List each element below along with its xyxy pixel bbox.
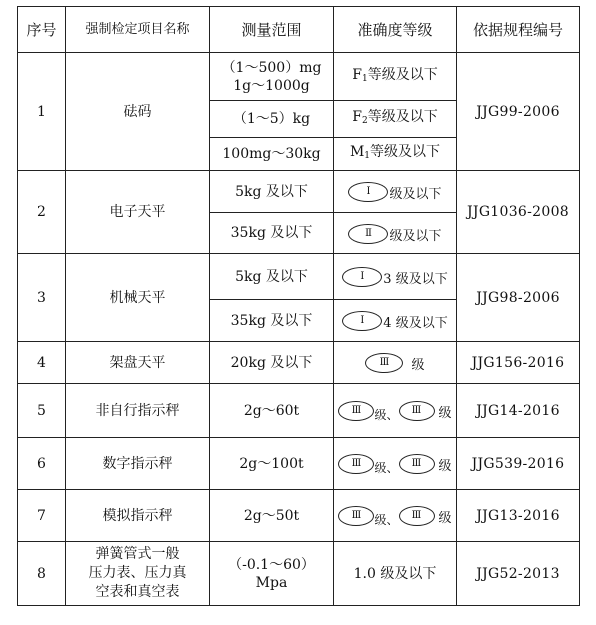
accuracy-class-oval: Ⅰ	[342, 311, 382, 331]
row-no: 4	[18, 342, 66, 384]
accuracy-class-oval: Ⅲ	[399, 506, 435, 526]
grade-group	[338, 454, 451, 474]
header-name: 强制检定项目名称	[66, 7, 210, 53]
accuracy-class-oval: Ⅰ	[348, 182, 388, 202]
row-code: JJG156-2016	[457, 342, 580, 384]
name-line: 弹簧管式一般	[95, 546, 180, 562]
table-row	[18, 438, 580, 490]
table-row	[18, 384, 580, 438]
grade-text: 级及以下	[389, 228, 442, 244]
grade-group	[342, 311, 447, 331]
grade-separator: 级、	[374, 461, 399, 475]
row-range: 2g～50t	[210, 490, 334, 542]
grade-group	[338, 401, 451, 421]
grade-text: 等级及以下	[367, 66, 438, 83]
row-range: 20kg 及以下	[210, 342, 334, 384]
row-code: JJG14-2016	[457, 384, 580, 438]
row-code: JJG1036-2008	[457, 171, 580, 254]
range-line: （-0.1～60）	[228, 556, 315, 573]
grade-text: 等级及以下	[367, 109, 438, 125]
grade-class: M	[349, 144, 365, 160]
grade-text: 级	[438, 511, 452, 526]
row-grade	[334, 300, 457, 342]
row-grade	[334, 171, 457, 213]
row-code: JJG13-2016	[457, 490, 580, 542]
accuracy-class-oval: Ⅲ	[399, 454, 435, 474]
range-line: （1～500）mg	[221, 59, 322, 76]
row-grade	[334, 53, 457, 101]
calibration-table	[17, 6, 580, 606]
row-range: 5kg 及以下	[210, 254, 334, 300]
row-grade	[334, 490, 457, 542]
row-range	[210, 53, 334, 101]
row-no: 5	[18, 384, 66, 438]
row-name: 架盘天平	[66, 342, 210, 384]
table-row	[18, 542, 580, 606]
grade-group	[342, 267, 447, 287]
row-code: JJG99-2006	[457, 53, 580, 171]
grade-class-subscript: 1	[361, 73, 368, 84]
header-code: 依据规程编号	[457, 7, 580, 53]
header-row	[18, 7, 580, 53]
grade-class-subscript: 2	[361, 116, 368, 126]
header-no: 序号	[18, 7, 66, 53]
grade-text: 4 级及以下	[383, 316, 448, 331]
row-code: JJG52-2013	[457, 542, 580, 606]
accuracy-class-oval: Ⅲ	[365, 353, 403, 373]
table-row	[18, 254, 580, 300]
grade-group	[348, 182, 441, 202]
row-range: （1～5）kg	[210, 101, 334, 138]
row-grade	[334, 213, 457, 254]
row-no: 2	[18, 171, 66, 254]
grade-class: F	[352, 109, 362, 125]
grade-text: 3 级及以下	[383, 272, 448, 287]
row-range: 2g～100t	[210, 438, 334, 490]
row-range: 35kg 及以下	[210, 300, 334, 342]
row-grade	[334, 101, 457, 138]
row-name: 数字指示秤	[66, 438, 210, 490]
row-grade	[334, 342, 457, 384]
row-grade: 1.0 级及以下	[334, 542, 457, 606]
grade-group	[338, 506, 451, 526]
row-no: 1	[18, 53, 66, 171]
row-range: 5kg 及以下	[210, 171, 334, 213]
range-line: Mpa	[255, 574, 288, 591]
grade-text: 级	[438, 406, 452, 421]
grade-text: 等级及以下	[370, 144, 441, 160]
row-range: 35kg 及以下	[210, 213, 334, 254]
header-range: 测量范围	[210, 7, 334, 53]
accuracy-class-oval: Ⅰ	[342, 267, 382, 287]
header-grade: 准确度等级	[334, 7, 457, 53]
grade-text: 级	[438, 459, 452, 474]
accuracy-class-oval: Ⅲ	[399, 401, 435, 421]
row-grade	[334, 384, 457, 438]
row-name: 电子天平	[66, 171, 210, 254]
accuracy-class-oval: Ⅲ	[338, 401, 374, 421]
grade-class: F	[352, 66, 362, 83]
table-row	[18, 342, 580, 384]
row-code: JJG98-2006	[457, 254, 580, 342]
table-row	[18, 490, 580, 542]
row-grade	[334, 254, 457, 300]
grade-text: 级及以下	[389, 187, 442, 202]
table-row	[18, 53, 580, 101]
row-no: 6	[18, 438, 66, 490]
row-range	[210, 542, 334, 606]
row-name: 模拟指示秤	[66, 490, 210, 542]
row-no: 7	[18, 490, 66, 542]
grade-separator: 级、	[374, 408, 399, 422]
row-name: 砝码	[66, 53, 210, 171]
row-no: 8	[18, 542, 66, 606]
row-name	[66, 542, 210, 606]
row-grade	[334, 438, 457, 490]
row-name: 非自行指示秤	[66, 384, 210, 438]
range-line: 1g～1000g	[233, 77, 310, 94]
grade-group	[348, 224, 441, 244]
row-name: 机械天平	[66, 254, 210, 342]
table-row	[18, 171, 580, 213]
grade-separator: 级、	[374, 513, 399, 527]
accuracy-class-oval: Ⅲ	[338, 454, 374, 474]
row-range: 2g～60t	[210, 384, 334, 438]
accuracy-class-oval: Ⅱ	[348, 224, 388, 244]
name-line: 压力表、压力真	[88, 565, 187, 581]
row-code: JJG539-2016	[457, 438, 580, 490]
row-grade	[334, 138, 457, 171]
grade-group	[365, 353, 424, 373]
row-no: 3	[18, 254, 66, 342]
grade-class-subscript: 1	[364, 151, 371, 161]
name-line: 空表和真空表	[95, 584, 180, 600]
row-range: 100mg～30kg	[210, 138, 334, 171]
accuracy-class-oval: Ⅲ	[338, 506, 374, 526]
grade-text: 级	[411, 358, 425, 373]
